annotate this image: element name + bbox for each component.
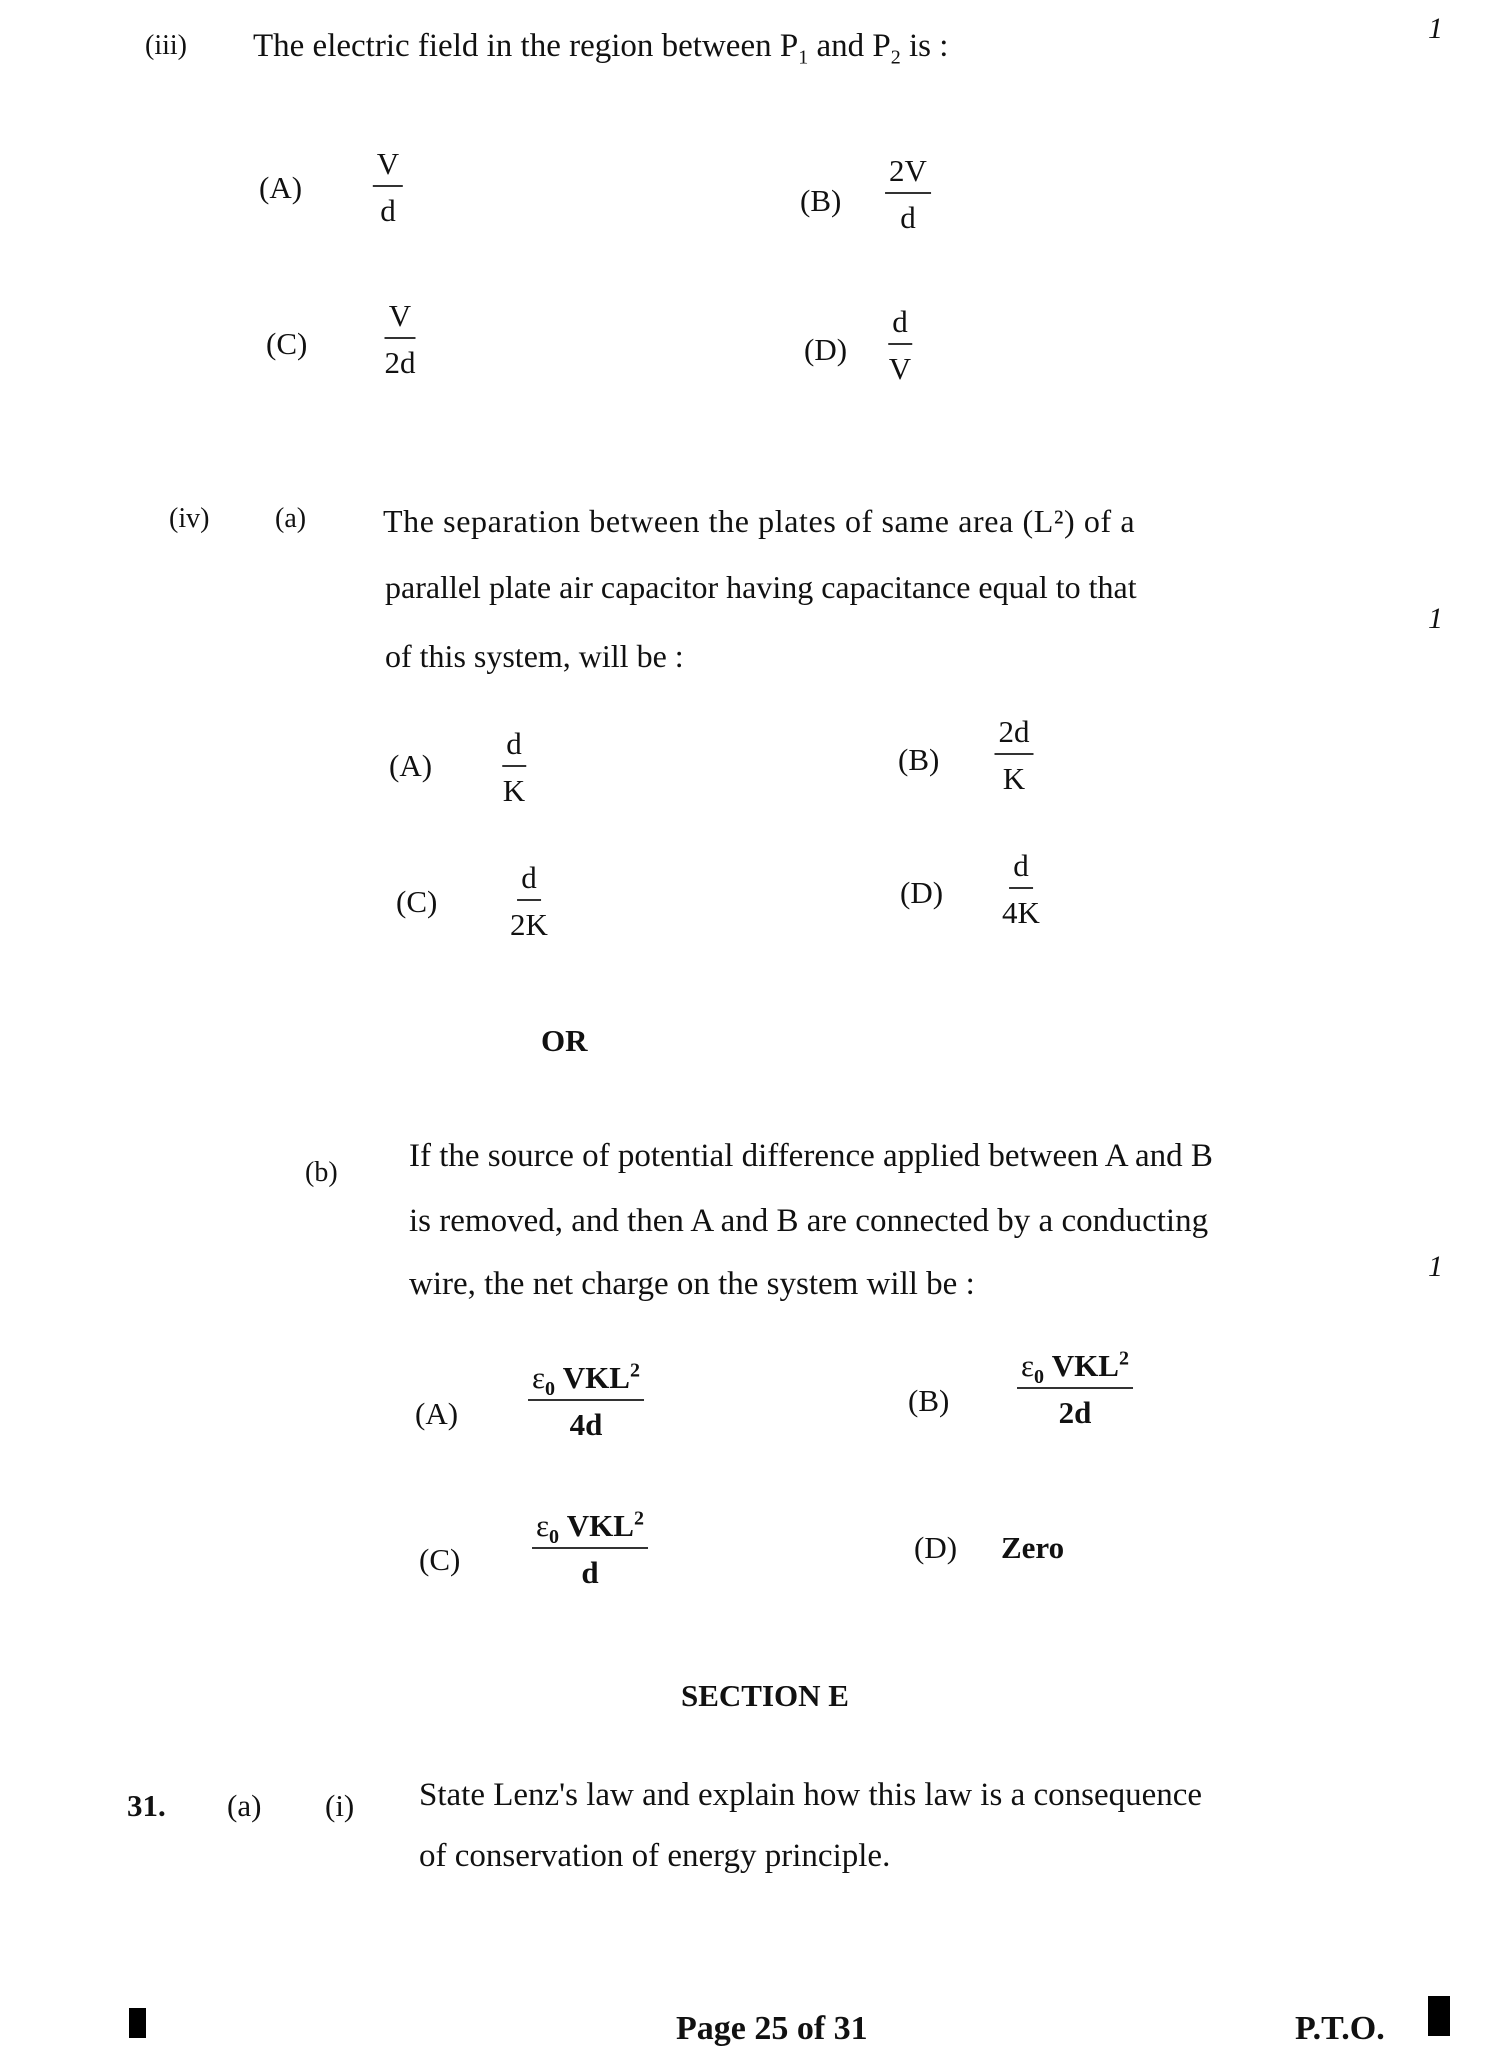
option-fraction: [373, 148, 403, 226]
subscript: 2: [890, 46, 901, 69]
superscript: 2: [629, 1359, 640, 1382]
option-label: (B): [800, 183, 842, 218]
question-line: parallel plate air capacitor having capacitance equal to that: [385, 569, 1137, 605]
option-fraction: [995, 716, 1034, 794]
part-label: (a): [227, 1788, 262, 1823]
denominator: d: [900, 200, 916, 235]
numerator: d: [888, 306, 912, 345]
option-label: (D): [900, 875, 944, 910]
option-fraction: [1017, 1347, 1133, 1430]
epsilon: ε: [1021, 1348, 1035, 1383]
denominator: 2d: [384, 345, 416, 380]
option-label: (A): [415, 1396, 459, 1431]
option-fraction: [528, 1359, 644, 1442]
option-label: (B): [908, 1383, 950, 1418]
superscript: 2: [633, 1507, 644, 1530]
option-label: (A): [389, 748, 433, 783]
numerator: d: [1009, 850, 1033, 889]
option-label: (C): [396, 884, 438, 919]
page-number: Page 25 of 31: [676, 2010, 868, 2047]
text: VKL: [559, 1508, 634, 1543]
denominator: 4K: [1002, 895, 1040, 930]
superscript: 2: [1118, 1347, 1129, 1370]
question-text: [253, 28, 949, 69]
denominator: 2K: [510, 907, 548, 942]
text: VKL: [1044, 1348, 1119, 1383]
question-line: is removed, and then A and B are connected by a conducting: [409, 1203, 1209, 1239]
option-text: Zero: [1001, 1530, 1065, 1565]
pto-label: P.T.O.: [1295, 2010, 1385, 2047]
denominator: 4d: [569, 1407, 603, 1442]
option-fraction: [885, 155, 931, 233]
part-label: (a): [275, 503, 307, 534]
question-number: (iv): [169, 503, 210, 534]
numerator: [1017, 1347, 1133, 1389]
numerator: 2d: [995, 716, 1034, 755]
text: VKL: [555, 1360, 630, 1395]
question-line: of this system, will be :: [385, 638, 684, 674]
question-line: wire, the net charge on the system will be :: [409, 1266, 975, 1302]
or-label: OR: [541, 1023, 588, 1058]
numerator: d: [517, 862, 541, 901]
numerator: d: [502, 728, 526, 767]
option-fraction: [1002, 850, 1040, 928]
denominator: K: [1002, 761, 1026, 796]
option-label: (A): [259, 170, 303, 205]
option-fraction: [510, 862, 548, 940]
denominator: K: [502, 773, 526, 808]
denominator: V: [888, 351, 912, 386]
part-label: (b): [305, 1157, 338, 1188]
subscript: 1: [798, 46, 809, 69]
marks: 1: [1428, 1250, 1443, 1283]
option-fraction: [385, 300, 416, 378]
option-fraction: [532, 1507, 648, 1590]
question-number: 31.: [127, 1788, 166, 1823]
registration-mark: [1428, 1996, 1450, 2036]
subpart-label: (i): [325, 1788, 355, 1823]
option-fraction: [888, 306, 912, 384]
question-number: (iii): [145, 30, 187, 61]
numerator: V: [385, 300, 415, 339]
subscript: 0: [1034, 1366, 1045, 1389]
epsilon: ε: [532, 1360, 546, 1395]
option-label: (C): [266, 326, 308, 361]
option-fraction: [502, 728, 526, 806]
denominator: d: [581, 1555, 599, 1590]
denominator: 2d: [1058, 1395, 1092, 1430]
numerator: [532, 1507, 648, 1549]
question-line: of conservation of energy principle.: [419, 1838, 891, 1874]
numerator: 2V: [885, 155, 931, 194]
subscript: 0: [545, 1378, 556, 1401]
numerator: [528, 1359, 644, 1401]
text: and P: [808, 28, 891, 64]
marks: 1: [1428, 602, 1443, 635]
option-label: (D): [914, 1530, 958, 1565]
question-line: The separation between the plates of same area (L²) of a: [383, 503, 1136, 539]
denominator: d: [380, 193, 396, 228]
numerator: V: [373, 148, 403, 187]
text: The electric field in the region between P: [253, 28, 799, 64]
option-label: (C): [419, 1542, 461, 1577]
question-line: If the source of potential difference applied between A and B: [409, 1138, 1213, 1174]
subscript: 0: [549, 1526, 560, 1549]
question-line: State Lenz's law and explain how this law is a consequence: [419, 1777, 1203, 1813]
section-title: SECTION E: [681, 1678, 849, 1713]
option-label: (B): [898, 742, 940, 777]
marks: 1: [1428, 12, 1443, 45]
text: is :: [900, 28, 949, 64]
epsilon: ε: [536, 1508, 550, 1543]
option-label: (D): [804, 332, 848, 367]
